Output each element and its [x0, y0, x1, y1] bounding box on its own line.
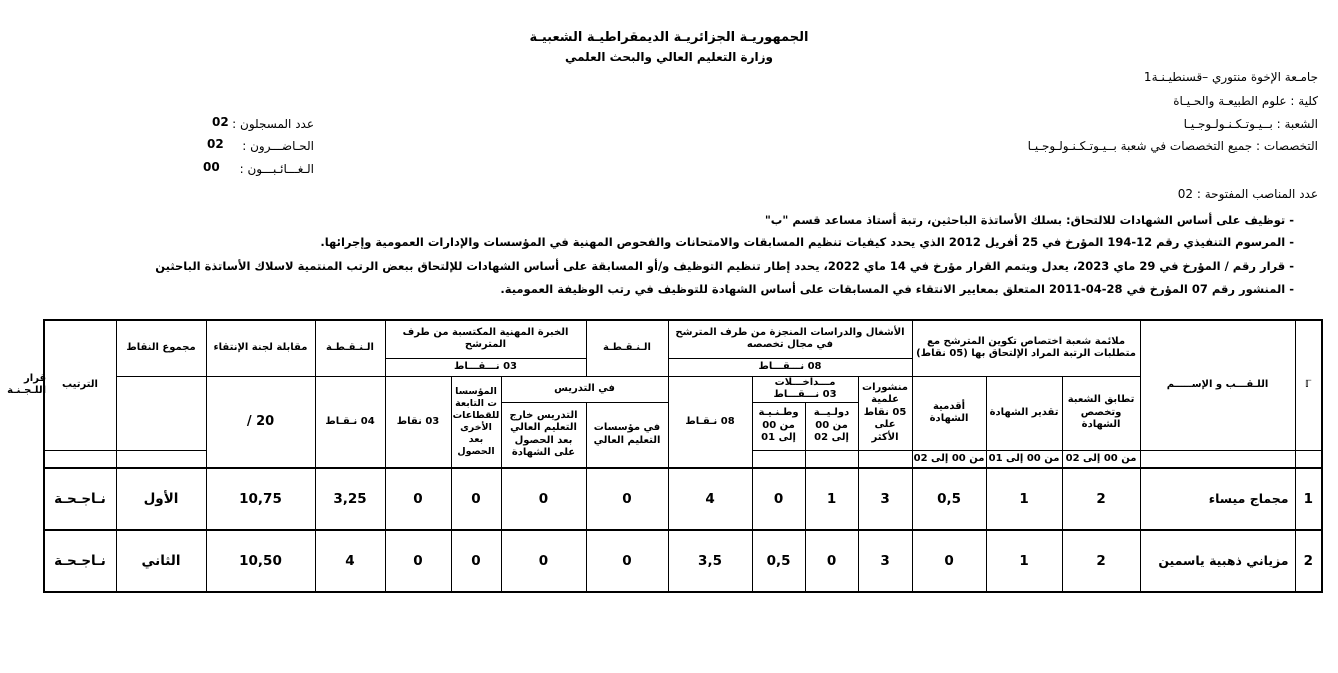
header-fit-grade: تقدير الشهادة: [986, 376, 1062, 450]
row-num: 2: [1295, 530, 1322, 592]
row-name: مزياني ذهبية ياسمين: [1140, 530, 1295, 592]
header-fit-match-range: من 00 إلى 02: [1062, 450, 1140, 468]
table-row: [44, 468, 1322, 530]
header-exp-other: المؤسسا ت التابعة للقطاعات الأخرى بعد الحصول: [451, 376, 501, 468]
paragraph-2: - المرسوم التنفيذي رقم 12-194 المؤرخ في 25 أفريل 2012 الذي يحدد كيفيات تنظيم المسابقات والامتحانات والفحوص المهنية في المؤسسات والإدارات العمومية وإجرائها.: [320, 235, 1294, 249]
row-decision: نـاجـحـة: [44, 530, 116, 592]
row-total: 10,75: [206, 468, 315, 530]
header-interview-sub: 04 نـقـاط: [315, 376, 385, 468]
header-points2-sub: 03 نقاط: [385, 376, 451, 468]
university-label: جامـعة الإخوة منتوري –قسنطيـنـة1: [1143, 70, 1318, 84]
header-exp-teaching: في التدريس: [501, 376, 668, 402]
specialties-label: التخصصات : جميع التخصصات في شعبة بــيـوتـكـنـولـوجـيـا: [1027, 139, 1318, 153]
header-number-spacer: [1295, 450, 1322, 468]
paragraph-4: - المنشور رقم 07 المؤرخ في 28-04-2011 المتعلق بمعايير الانتقاء في المسابقات على أساس الشهادة للتوظيف في رتب الوظيفة العمومية.: [500, 282, 1294, 296]
header-rank-spacer: [116, 450, 206, 468]
row-natl: 0,5: [752, 530, 805, 592]
row-intl: 1: [805, 468, 858, 530]
row-points2: 0: [385, 468, 451, 530]
header-intl-range: من 00 إلى 02: [814, 419, 849, 444]
header-pubs-label: منشورات علمية: [862, 381, 908, 406]
header-points1: الـنـقـطـة: [586, 320, 668, 376]
header-total-sub: 20 /: [206, 376, 315, 468]
row-exp-outside: 0: [501, 530, 586, 592]
header-intl: [805, 402, 858, 450]
row-num: 1: [1295, 468, 1322, 530]
row-intl: 0: [805, 530, 858, 592]
paragraph-3: - قرار رقم / المؤرخ في 29 ماي 2023، يعدل ويتمم القرار مؤرخ في 14 ماي 2022، يحدد إطار تنظيم التوظيف و/أو المسابقة على أساس الشهادات للإلتحاق ببعض الرتب المنتمية لاسلاك الأساتذة الباحثين: [155, 259, 1294, 273]
header-pubs-points: 05 نقاط على الأكثر: [863, 406, 907, 443]
row-natl: 0: [752, 468, 805, 530]
row-interview: 3,25: [315, 468, 385, 530]
row-fit-match: 2: [1062, 468, 1140, 530]
header-total: مجموع النقاط: [116, 320, 206, 376]
header-exp-points: 03 نـــقـــاط: [385, 358, 586, 376]
header-interventions-label: مـــداخـــلات: [774, 376, 836, 388]
header-name: اللـقـــب و الإســـــم: [1140, 320, 1295, 450]
header-work-group: الأشغال والدراسات المنجزة من طرف المترشح في مجال تخصصه: [668, 320, 912, 358]
row-fit-match: 2: [1062, 530, 1140, 592]
row-pubs: 3: [858, 530, 912, 592]
registered-label: عدد المسجلون :: [232, 117, 314, 131]
branch-label: الشعبة : بــيـوتـكـنـولـوجـيـا: [1183, 117, 1318, 131]
row-exp-other: 0: [451, 468, 501, 530]
row-points1: 3,5: [668, 530, 752, 592]
row-points2: 0: [385, 530, 451, 592]
row-exp-in-inst: 0: [586, 468, 668, 530]
header-fit-seniority: أقدمية الشهادة: [912, 376, 986, 450]
header-fit-seniority-range: من 00 إلى 02: [912, 450, 986, 468]
row-points1: 4: [668, 468, 752, 530]
header-points1-sub: 08 نـقـاط: [668, 376, 752, 468]
table-row: [44, 530, 1322, 592]
row-total: 10,50: [206, 530, 315, 592]
header-work-points: 08 نـــقـــاط: [668, 358, 912, 376]
header-natl: [752, 402, 805, 450]
row-fit-seniority: 0: [912, 530, 986, 592]
results-table: ℾ اللـقـــب و الإســـــم ملائمة شعبة اختصاص تكوين المترشح مع متطلبات الرتبة المراد الإلتحاق بها (05 نقاط) الأشغال والدراسات المنجزة من طرف المترشح في مجال تخصصه الـنـقـطـة الخبرة المهنية المكتسبة من طرف المترشح الـنـقـطـة مقابلة لجنة الإنتقاء مجموع النقاط الترتيب قرار اللـجـنـة 08 نـــقـــاط 03 نـــقـــاط تطابق الشعبة وتخصص الشهادة تقدير الشهادة أقدمية الشهادة منشورات علمية 05 نقاط على الأكثر مـــداخـــلات 03 نـــقـــاط 08 نـقـاط في التدريس المؤسسا ت التابعة للقطاعات الأخرى بعد الحصول 03 نقاط 04 نـقـاط 20 / دولـيــة من 00 إلى 02 وطـنـيـة من 00 إلى 01 في مؤسسات التعليم العالي التدريس خارج التعليم العالي بعد الحصول على الشهادة من 00 إلى 02 من 00 إلى 01 من 00 إلى 02 1 مجماج ميساء 2 1 0,5 3 1 0 4 0 0 0 0 3,25 10,75 الأول نـاجـحـة 2 مزياني ذهبية ياسمين 2 1 0 3 0 0,5 3,5 0 0 0 0 4 10,50 الثاني نـاجـحـة: [43, 319, 1323, 593]
header-decision-spacer: [44, 450, 116, 468]
row-fit-seniority: 0,5: [912, 468, 986, 530]
row-fit-grade: 1: [986, 530, 1062, 592]
row-rank: الأول: [116, 468, 206, 530]
header-pubs: [858, 376, 912, 450]
header-name-spacer: [1140, 450, 1295, 468]
row-pubs: 3: [858, 468, 912, 530]
faculty-label: كلية : علوم الطبيعـة والحـيـاة: [1173, 94, 1318, 108]
header-fit-grade-range: من 00 إلى 01: [986, 450, 1062, 468]
republic-title: الجمهوريـة الجزائريـة الديمقراطيـة الشعبيـة: [529, 30, 809, 45]
header-exp-outside: التدريس خارج التعليم العالي بعد الحصول على الشهادة: [501, 402, 586, 468]
row-exp-in-inst: 0: [586, 530, 668, 592]
header-intl-spacer: [805, 450, 858, 468]
open-posts-label: عدد المناصب المفتوحة : 02: [1177, 187, 1318, 201]
row-interview: 4: [315, 530, 385, 592]
ministry-title: وزارة التعليم العالي والبحث العلمي: [564, 50, 774, 64]
header-exp-in-inst: في مؤسسات التعليم العالي: [586, 402, 668, 468]
header-natl-label: وطـنـيـة: [758, 407, 799, 419]
row-name: مجماج ميساء: [1140, 468, 1295, 530]
header-interventions: [752, 376, 858, 402]
header-interview: مقابلة لجنة الإنتقاء: [206, 320, 315, 376]
row-exp-outside: 0: [501, 468, 586, 530]
row-decision: نـاجـحـة: [44, 468, 116, 530]
header-rank: الترتيب: [44, 320, 116, 450]
absent-value: 00: [203, 160, 220, 174]
row-rank: الثاني: [116, 530, 206, 592]
present-value: 02: [207, 137, 224, 151]
header-exp-group: الخبرة المهنية المكتسبة من طرف المترشح: [385, 320, 586, 358]
registered-value: 02: [212, 115, 229, 129]
header-pubs-spacer: [858, 450, 912, 468]
header-natl-spacer: [752, 450, 805, 468]
header-number-icon: ℾ: [1295, 320, 1322, 450]
header-intl-label: دولـيــة: [813, 407, 850, 419]
header-natl-range: من 00 إلى 01: [761, 419, 796, 444]
header-points2: الـنـقـطـة: [315, 320, 385, 376]
header-interventions-points: 03 نـــقـــاط: [773, 389, 837, 400]
paragraph-1: - توظيف على أساس الشهادات للالتحاق: بسلك الأساتذة الباحثين، رتبة أستاذ مساعد قسم "ب": [764, 213, 1294, 227]
header-fit-match: تطابق الشعبة وتخصص الشهادة: [1062, 376, 1140, 450]
absent-label: الـغـــائـبـــون :: [239, 162, 314, 176]
header-fit-group: ملائمة شعبة اختصاص تكوين المترشح مع متطلبات الرتبة المراد الإلتحاق بها (05 نقاط): [912, 320, 1140, 376]
row-fit-grade: 1: [986, 468, 1062, 530]
row-exp-other: 0: [451, 530, 501, 592]
present-label: الحـاضـــرون :: [242, 139, 314, 153]
